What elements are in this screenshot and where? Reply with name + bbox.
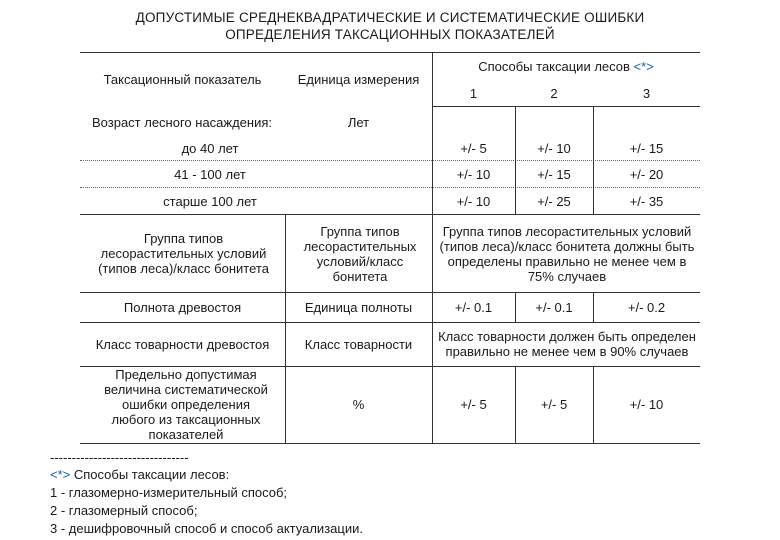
systematic-error-value: +/- 10 [629, 397, 664, 412]
marketability-indicator: Класс товарности древостоя [95, 336, 270, 352]
systematic-error-indicator: Предельно допустимая величина систематической ошибки определения любого из таксационных показателей [104, 367, 268, 442]
footnote-item: 2 - глазомерный способ; [50, 503, 198, 518]
footnote-separator: -------------------------------- [50, 450, 189, 465]
header-unit: Единица измерения [297, 71, 420, 87]
age-row-value: +/- 15 [629, 140, 664, 156]
header-subdivider [432, 106, 700, 107]
row-divider [80, 214, 700, 215]
systematic-error-value: +/- 5 [540, 397, 568, 412]
method-number-2: 2 [550, 85, 558, 101]
systematic-error-value: +/- 5 [460, 397, 487, 412]
age-row-value: +/- 15 [537, 166, 571, 182]
forest-type-unit: Группа типов лесорастительных условий/класс бонитета [303, 223, 417, 284]
footnote-item: 3 - дешифровочный способ и способ актуализации. [50, 521, 363, 536]
method-number-3: 3 [642, 85, 651, 101]
density-value: +/- 0.1 [454, 299, 493, 315]
forest-type-requirement: Группа типов лесорастительных условий (типов леса)/класс бонитета должны быть определены правильно не менее чем в 75% случаев [439, 223, 695, 284]
marketability-requirement: Класс товарности должен быть определен правильно не менее чем в 90% случаев [438, 329, 696, 359]
age-row-value: +/- 25 [537, 193, 571, 209]
age-row-value: +/- 10 [456, 166, 491, 182]
methods-footnote-ref[interactable]: <*> [633, 58, 654, 74]
method-number-1: 1 [469, 85, 478, 101]
footnote-heading [50, 467, 229, 483]
row-divider [80, 160, 700, 161]
age-row-value: +/- 20 [629, 166, 664, 182]
header-methods [432, 55, 700, 77]
row-divider [80, 322, 700, 323]
footnote-item: 1 - глазомерно-измерительный способ; [50, 485, 288, 500]
forest-type-indicator: Группа типов лесорастительных условий (типов леса)/класс бонитета [98, 231, 269, 276]
row-divider [80, 187, 700, 188]
age-row-label: старше 100 лет [163, 193, 257, 209]
row-divider [80, 292, 700, 293]
age-section-label: Возраст лесного насаждения: [92, 114, 273, 130]
density-unit: Единица полноты [304, 299, 413, 315]
footnote-ref[interactable]: <*> [50, 467, 71, 482]
header-indicator: Таксационный показатель [103, 71, 262, 87]
density-value: +/- 0.1 [535, 299, 573, 315]
systematic-error-unit: % [352, 397, 365, 412]
footnote-heading-text: Способы таксации лесов: [73, 467, 230, 482]
age-section-unit: Лет [347, 114, 370, 130]
age-row-value: +/- 10 [456, 193, 491, 209]
table-bottom-border [80, 443, 700, 444]
age-row-value: +/- 10 [537, 140, 571, 156]
age-row-value: +/- 35 [629, 193, 664, 209]
document-title-line-1: ДОПУСТИМЫЕ СРЕДНЕКВАДРАТИЧЕСКИЕ И СИСТЕМАТИЧЕСКИЕ ОШИБКИ [135, 10, 645, 25]
marketability-unit: Класс товарности [304, 336, 413, 352]
age-row-label: 41 - 100 лет [174, 166, 246, 182]
document-title-line-2: ОПРЕДЕЛЕНИЯ ТАКСАЦИОННЫХ ПОКАЗАТЕЛЕЙ [225, 27, 555, 42]
density-indicator: Полнота древостоя [123, 299, 242, 315]
age-row-value: +/- 5 [460, 140, 487, 156]
table-top-border [80, 52, 700, 53]
age-row-label: до 40 лет [181, 140, 239, 156]
density-value: +/- 0.2 [627, 299, 666, 315]
header-methods-label: Способы таксации лесов [478, 58, 630, 74]
